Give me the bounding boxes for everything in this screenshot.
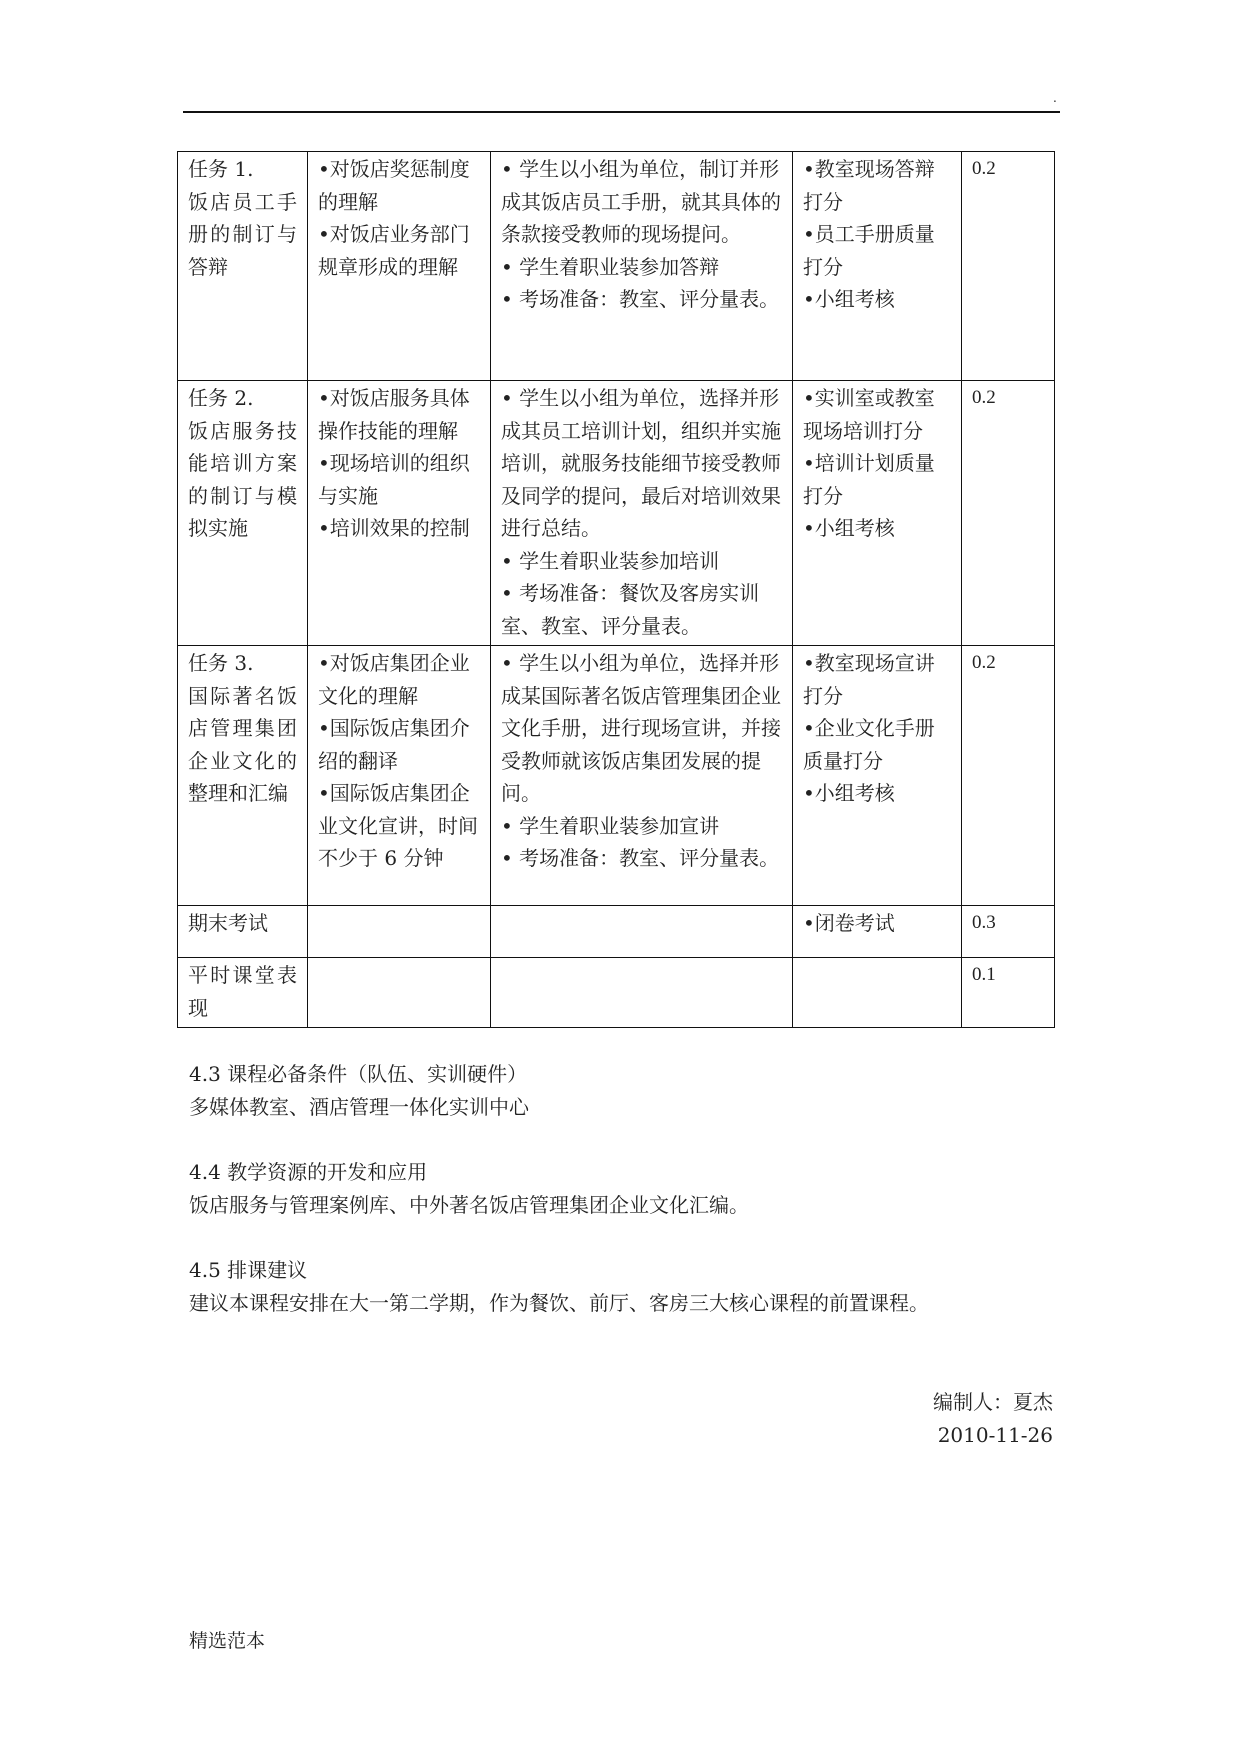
method-item: •培训计划质量打分 [803, 451, 935, 508]
content-item: • 学生以小组为单位，选择并形成其员工培训计划，组织并实施培训，就服务技能细节接受教师及同学的提问，最后对培训效果进行总结。 [501, 386, 781, 540]
method-item: •闭卷考试 [803, 911, 895, 935]
content-item: • 学生以小组为单位，制订并形成其饭店员工手册，就其具体的条款接受教师的现场提问。 [501, 157, 781, 246]
table-row [178, 906, 1055, 958]
method-cell [793, 381, 962, 646]
assessment-table [177, 151, 1055, 1028]
knowledge-cell [308, 381, 491, 646]
content-cell [491, 646, 793, 906]
method-item: •教室现场宣讲打分 [803, 651, 935, 708]
task-cell [178, 646, 308, 906]
method-item: •企业文化手册质量打分 [803, 716, 935, 773]
weight-cell: 0.2 [962, 646, 1055, 906]
knowledge-item: •对饭店奖惩制度的理解 [318, 157, 470, 214]
table-row [178, 646, 1055, 906]
header-rule [183, 111, 1060, 113]
content-item: • 学生以小组为单位，选择并形成某国际著名饭店管理集团企业文化手册，进行现场宣讲，并接受教师就该饭店集团发展的提问。 [501, 651, 781, 805]
task-line: 饭店员工手册的制订与答辩 [188, 189, 297, 279]
task-line: 任务 3. [188, 651, 254, 675]
content-item: • 考场准备：教室、评分量表。 [501, 287, 780, 311]
content-item: • 考场准备：餐饮及客房实训室、教室、评分量表。 [501, 581, 760, 638]
method-cell [793, 646, 962, 906]
content-cell [491, 906, 793, 958]
method-item: •员工手册质量打分 [803, 222, 935, 279]
task-line: 平时课堂表现 [188, 963, 297, 1020]
signature-author: 编制人：夏杰 [933, 1390, 1053, 1414]
section-4-5-body: 建议本课程安排在大一第二学期，作为餐饮、前厅、客房三大核心课程的前置课程。 [189, 1291, 929, 1315]
section-4-4-body: 饭店服务与管理案例库、中外著名饭店管理集团企业文化汇编。 [189, 1193, 749, 1217]
content-item: • 学生着职业装参加答辩 [501, 254, 720, 279]
knowledge-cell [308, 152, 491, 381]
knowledge-cell [308, 958, 491, 1028]
knowledge-item: •对饭店服务具体操作技能的理解 [318, 386, 470, 443]
section-4-4 [189, 1156, 749, 1222]
method-item: •小组考核 [803, 781, 895, 805]
method-item: •实训室或教室现场培训打分 [803, 386, 935, 443]
section-4-3-heading: 4.3 课程必备条件（队伍、实训硬件） [189, 1062, 528, 1086]
method-item: •小组考核 [803, 287, 895, 311]
method-cell [793, 906, 962, 958]
section-4-4-heading: 4.4 教学资源的开发和应用 [189, 1160, 428, 1184]
task-line: 国际著名饭店管理集团企业文化的整理和汇编 [188, 683, 297, 805]
content-cell [491, 381, 793, 646]
task-line: 饭店服务技能培训方案的制订与模拟实施 [188, 418, 297, 540]
knowledge-item: •国际饭店集团介绍的翻译 [318, 716, 470, 773]
table-row [178, 381, 1055, 646]
weight-cell: 0.2 [962, 152, 1055, 381]
knowledge-cell [308, 646, 491, 906]
task-cell [178, 906, 308, 958]
weight-cell: 0.1 [962, 958, 1055, 1028]
task-cell [178, 958, 308, 1028]
content-cell [491, 958, 793, 1028]
knowledge-cell [308, 906, 491, 958]
knowledge-item: •培训效果的控制 [318, 516, 470, 540]
task-cell [178, 152, 308, 381]
content-cell [491, 152, 793, 381]
page-footer: 精选范本 [189, 1630, 266, 1652]
section-4-5-heading: 4.5 排课建议 [189, 1258, 308, 1282]
task-cell [178, 381, 308, 646]
method-cell [793, 958, 962, 1028]
method-item: •教室现场答辩打分 [803, 157, 935, 214]
section-4-5 [189, 1254, 929, 1320]
task-line: 任务 1. [188, 157, 254, 181]
table-row [178, 152, 1055, 381]
knowledge-item: •对饭店业务部门规章形成的理解 [318, 222, 470, 279]
signature-date: 2010-11-26 [937, 1423, 1053, 1447]
content-item: • 考场准备：教室、评分量表。 [501, 846, 780, 870]
task-line: 期末考试 [188, 911, 268, 935]
header-mark: . [1053, 91, 1057, 105]
content-item: • 学生着职业装参加培训 [501, 548, 720, 573]
table-row [178, 958, 1055, 1028]
task-line: 任务 2. [188, 386, 254, 410]
weight-cell: 0.2 [962, 381, 1055, 646]
method-cell [793, 152, 962, 381]
content-item: • 学生着职业装参加宣讲 [501, 813, 720, 838]
signature-block [933, 1386, 1053, 1452]
section-4-3 [189, 1058, 529, 1124]
knowledge-item: •国际饭店集团企业文化宣讲，时间不少于 6 分钟 [318, 781, 478, 870]
weight-cell: 0.3 [962, 906, 1055, 958]
knowledge-item: •对饭店集团企业文化的理解 [318, 651, 470, 708]
assessment-table-body [178, 152, 1055, 1028]
section-4-3-body: 多媒体教室、酒店管理一体化实训中心 [189, 1095, 529, 1119]
method-item: •小组考核 [803, 516, 895, 540]
knowledge-item: •现场培训的组织与实施 [318, 451, 470, 508]
